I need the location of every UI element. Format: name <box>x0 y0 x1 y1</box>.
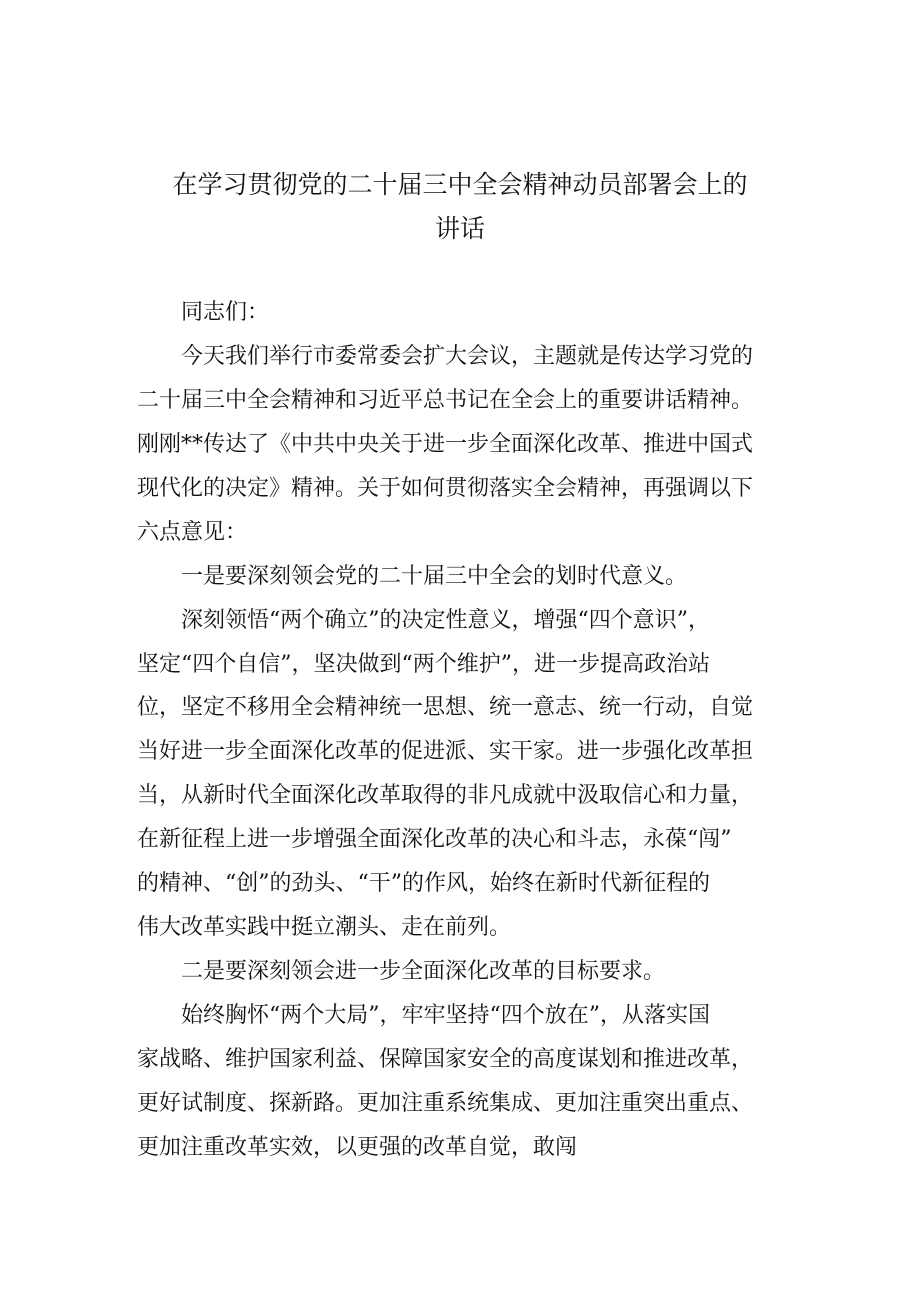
body-line: 一是要深刻领会党的二十届三中全会的划时代意义。 <box>137 564 688 589</box>
body-line: 同志们： <box>137 300 270 325</box>
body-line: 六点意见： <box>137 520 248 545</box>
body-line: 现代化的决定》精神。关于如何贯彻落实全会精神，再强调以下 <box>137 476 754 501</box>
body-line: 伟大改革实践中挺立潮头、走在前列。 <box>137 915 512 940</box>
body-line: 坚定“四个自信”，坚决做到“两个维护”，进一步提高政治站 <box>137 652 710 677</box>
body-line: 当好进一步全面深化改革的促进派、实干家。进一步强化改革担 <box>137 739 754 764</box>
body-line: 二是要深刻领会进一步全面深化改革的目标要求。 <box>137 959 666 984</box>
body-line: 的精神、“创”的劲头、“干”的作风，始终在新时代新征程的 <box>137 871 710 896</box>
body-line: 今天我们举行市委常委会扩大会议，主题就是传达学习党的 <box>137 344 754 369</box>
document-title-line-2: 讲话 <box>434 214 485 243</box>
body-line: 深刻领悟“两个确立”的决定性意义，增强“四个意识”， <box>137 608 710 633</box>
body-line: 当，从新时代全面深化改革取得的非凡成就中汲取信心和力量， <box>137 783 754 808</box>
body-line: 位，坚定不移用全会精神统一思想、统一意志、统一行动，自觉 <box>137 695 754 720</box>
body-line: 在新征程上进一步增强全面深化改革的决心和斗志，永葆“闯” <box>137 827 732 852</box>
body-line: 始终胸怀“两个大局”，牢牢坚持“四个放在”，从落实国 <box>137 1003 710 1028</box>
body-line: 更好试制度、探新路。更加注重系统集成、更加注重突出重点、 <box>137 1091 754 1116</box>
body-line: 家战略、维护国家利益、保障国家安全的高度谋划和推进改革， <box>137 1047 754 1072</box>
body-line: 更加注重改革实效，以更强的改革自觉，敢闯 <box>137 1135 578 1160</box>
body-line: 二十届三中全会精神和习近平总书记在全会上的重要讲话精神。 <box>137 388 754 413</box>
document-title-line-1: 在学习贯彻党的二十届三中全会精神动员部署会上的 <box>172 170 748 199</box>
body-line: 刚刚**传达了《中共中央关于进一步全面深化改革、推进中国式 <box>137 432 754 457</box>
